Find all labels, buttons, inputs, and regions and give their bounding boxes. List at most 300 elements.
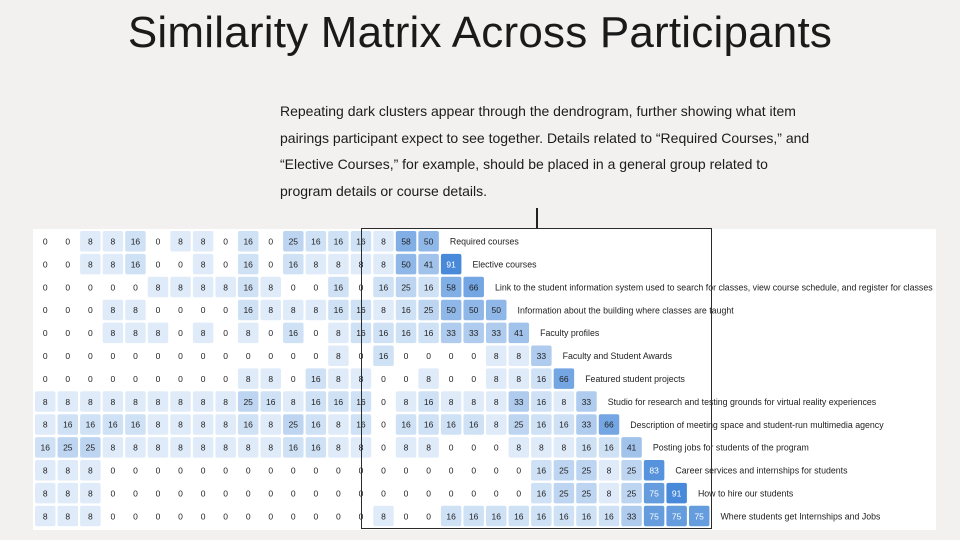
matrix-cell-value: 8 — [290, 396, 296, 407]
matrix-cell-value: 16 — [333, 282, 344, 293]
matrix-cell-value: 33 — [446, 328, 456, 339]
matrix-cell-value: 0 — [290, 350, 296, 361]
matrix-cell-value: 8 — [65, 488, 71, 499]
matrix-cell-value: 8 — [87, 511, 93, 522]
matrix-cell-value: 8 — [200, 442, 206, 453]
matrix-cell-value: 0 — [290, 511, 296, 522]
matrix-cell-value: 16 — [378, 350, 389, 361]
matrix-cell-value: 16 — [423, 419, 434, 430]
matrix-cell-value: 0 — [155, 465, 161, 476]
matrix-cell-value: 16 — [266, 396, 276, 407]
matrix-cell-value: 16 — [378, 282, 389, 293]
matrix-cell-value: 0 — [471, 373, 477, 384]
matrix-cell-value: 8 — [42, 465, 48, 476]
matrix-cell-value: 41 — [423, 259, 434, 270]
matrix-cell-value: 25 — [559, 465, 569, 476]
matrix-cell-value: 0 — [403, 511, 409, 522]
matrix-cell-value: 16 — [356, 419, 366, 430]
matrix-cell-value: 0 — [313, 465, 319, 476]
matrix-cell-value: 0 — [358, 282, 364, 293]
matrix-cell-value: 8 — [606, 465, 612, 476]
matrix-cell-value: 0 — [268, 488, 274, 499]
matrix-cell-value: 0 — [268, 350, 274, 361]
matrix-cell-value: 8 — [223, 442, 229, 453]
matrix-row — [35, 346, 673, 367]
matrix-cell-value: 8 — [358, 442, 364, 453]
matrix-cell-value: 0 — [358, 511, 364, 522]
similarity-matrix-heatmap — [33, 229, 936, 530]
matrix-cell-value: 8 — [65, 465, 71, 476]
matrix-cell-value: 8 — [448, 396, 454, 407]
matrix-cell-value: 16 — [536, 396, 547, 407]
matrix-cell-value: 8 — [87, 465, 93, 476]
matrix-cell-value: 0 — [223, 465, 229, 476]
matrix-row — [35, 460, 848, 481]
matrix-cell-value: 8 — [87, 488, 93, 499]
matrix-cell-value: 0 — [403, 465, 409, 476]
matrix-cell-value: 0 — [245, 350, 251, 361]
matrix-cell-value: 33 — [581, 419, 592, 430]
matrix-cell-value: 0 — [155, 373, 161, 384]
matrix-cell-value: 0 — [110, 350, 116, 361]
similarity-matrix-panel — [33, 229, 936, 530]
matrix-cell-value: 16 — [559, 511, 569, 522]
matrix-cell-value: 16 — [288, 328, 299, 339]
matrix-cell-value: 0 — [381, 465, 386, 476]
matrix-cell-value: 8 — [268, 373, 274, 384]
matrix-cell-value: 0 — [133, 373, 138, 384]
matrix-cell-value: 8 — [155, 328, 161, 339]
matrix-cell-value: 0 — [245, 511, 251, 522]
matrix-cell-value: 8 — [471, 396, 477, 407]
matrix-cell-value: 8 — [268, 305, 274, 316]
matrix-cell-value: 0 — [42, 373, 48, 384]
matrix-cell-value: 8 — [155, 282, 161, 293]
matrix-cell-value: 66 — [468, 282, 479, 293]
matrix-cell-value: 0 — [516, 488, 522, 499]
matrix-cell-value: 16 — [40, 442, 50, 453]
matrix-cell-value: 0 — [65, 305, 71, 316]
matrix-cell-value: 0 — [290, 373, 296, 384]
matrix-cell-value: 0 — [223, 350, 229, 361]
matrix-row-label: How to hire our students — [697, 488, 794, 499]
matrix-cell-value: 0 — [290, 465, 296, 476]
matrix-cell-value: 50 — [468, 305, 479, 316]
matrix-row-label: Featured student projects — [585, 373, 685, 384]
matrix-cell-value: 16 — [468, 419, 479, 430]
matrix-cell-value: 16 — [288, 442, 299, 453]
matrix-cell-value: 0 — [133, 511, 138, 522]
matrix-cell-value: 0 — [426, 511, 431, 522]
matrix-cell-value: 16 — [604, 511, 614, 522]
matrix-row-label: Link to the student information system used to search for classes, view course schedule, and register for classes — [495, 282, 933, 293]
matrix-row-label: Studio for research and testing grounds for virtual reality experiences — [607, 396, 877, 407]
matrix-cell-value: 0 — [471, 488, 477, 499]
matrix-cell-value: 16 — [243, 419, 253, 430]
matrix-cell-value: 8 — [110, 236, 116, 247]
matrix-cell-value: 0 — [200, 350, 206, 361]
matrix-row — [35, 254, 537, 275]
matrix-cell-value: 8 — [133, 442, 138, 453]
matrix-row-label: Information about the building where classes are taught — [517, 305, 734, 316]
matrix-cell-value: 8 — [110, 328, 116, 339]
matrix-cell-value: 0 — [448, 465, 454, 476]
matrix-cell-value: 33 — [626, 511, 637, 522]
matrix-cell-value: 0 — [110, 488, 116, 499]
matrix-cell-value: 16 — [356, 328, 366, 339]
matrix-cell-value: 25 — [581, 465, 592, 476]
matrix-cell-value: 0 — [336, 465, 341, 476]
matrix-cell-value: 0 — [133, 350, 138, 361]
matrix-cell-value: 16 — [311, 373, 321, 384]
matrix-cell-value: 16 — [333, 305, 344, 316]
matrix-cell-value: 8 — [336, 259, 341, 270]
matrix-row-label: Required courses — [449, 236, 519, 247]
matrix-cell-value: 0 — [87, 373, 93, 384]
matrix-cell-value: 0 — [426, 465, 431, 476]
matrix-cell-value: 8 — [606, 488, 612, 499]
matrix-cell-value: 16 — [130, 259, 141, 270]
matrix-cell-value: 8 — [178, 419, 183, 430]
matrix-cell-value: 0 — [133, 282, 138, 293]
matrix-cell-value: 16 — [85, 419, 96, 430]
matrix-cell-value: 8 — [381, 236, 386, 247]
matrix-cell-value: 41 — [514, 328, 524, 339]
matrix-cell-value: 8 — [493, 373, 499, 384]
matrix-cell-value: 0 — [268, 465, 274, 476]
matrix-cell-value: 0 — [493, 465, 499, 476]
slide-title: Similarity Matrix Across Participants — [127, 8, 833, 57]
matrix-cell-value: 58 — [446, 282, 456, 293]
matrix-cell-value: 0 — [178, 350, 183, 361]
matrix-cell-value: 0 — [178, 373, 183, 384]
matrix-cell-value: 0 — [381, 373, 386, 384]
matrix-cell-value: 16 — [356, 396, 366, 407]
matrix-cell-value: 16 — [401, 305, 411, 316]
matrix-cell-value: 8 — [493, 396, 499, 407]
matrix-cell-value: 16 — [356, 305, 366, 316]
matrix-row — [35, 231, 519, 252]
matrix-cell-value: 0 — [200, 488, 206, 499]
matrix-cell-value: 0 — [65, 259, 71, 270]
matrix-cell-value: 0 — [65, 373, 71, 384]
matrix-cell-value: 16 — [559, 419, 569, 430]
matrix-cell-value: 75 — [649, 511, 659, 522]
matrix-row-label: Faculty profiles — [540, 328, 600, 339]
matrix-cell-value: 8 — [178, 442, 183, 453]
matrix-cell-value: 16 — [243, 259, 253, 270]
matrix-cell-value: 50 — [401, 259, 411, 270]
matrix-cell-value: 16 — [536, 373, 547, 384]
matrix-cell-value: 8 — [223, 282, 229, 293]
matrix-cell-value: 91 — [446, 259, 456, 270]
matrix-cell-value: 0 — [403, 373, 409, 384]
matrix-cell-value: 0 — [65, 328, 71, 339]
matrix-cell-value: 8 — [538, 442, 544, 453]
matrix-cell-value: 16 — [536, 419, 547, 430]
matrix-cell-value: 0 — [381, 396, 386, 407]
matrix-cell-value: 16 — [130, 419, 141, 430]
matrix-cell-value: 8 — [268, 442, 274, 453]
matrix-cell-value: 0 — [65, 236, 71, 247]
matrix-row-label: Description of meeting space and student-run multimedia agency — [630, 419, 884, 430]
matrix-cell-value: 8 — [381, 259, 386, 270]
matrix-cell-value: 16 — [423, 328, 434, 339]
matrix-cell-value: 8 — [336, 350, 341, 361]
matrix-cell-value: 8 — [358, 259, 364, 270]
matrix-cell-value: 8 — [200, 328, 206, 339]
matrix-cell-value: 16 — [446, 511, 456, 522]
matrix-cell-value: 16 — [536, 488, 547, 499]
matrix-cell-value: 16 — [311, 396, 321, 407]
matrix-cell-value: 0 — [245, 465, 251, 476]
matrix-cell-value: 0 — [313, 350, 319, 361]
matrix-cell-value: 8 — [110, 259, 116, 270]
matrix-cell-value: 0 — [42, 350, 48, 361]
matrix-cell-value: 0 — [178, 488, 183, 499]
matrix-cell-value: 8 — [336, 328, 341, 339]
matrix-cell-value: 0 — [471, 465, 477, 476]
matrix-cell-value: 0 — [268, 328, 274, 339]
matrix-cell-value: 0 — [223, 511, 229, 522]
matrix-cell-value: 0 — [403, 350, 409, 361]
matrix-cell-value: 33 — [581, 396, 592, 407]
matrix-cell-value: 0 — [448, 442, 454, 453]
matrix-cell-value: 16 — [468, 511, 479, 522]
matrix-cell-value: 16 — [288, 259, 299, 270]
matrix-cell-value: 0 — [155, 259, 161, 270]
matrix-cell-value: 16 — [63, 419, 73, 430]
matrix-cell-value: 0 — [87, 350, 93, 361]
matrix-cell-value: 0 — [155, 305, 161, 316]
matrix-cell-value: 16 — [243, 305, 253, 316]
slide-caption: Repeating dark clusters appear through the dendrogram, further showing what item pairings participant expect to see together. Details related to “Required Courses,” and “Elective Courses,” for example, should be placed in a general group related to program details or course details. — [280, 103, 810, 199]
matrix-cell-value: 0 — [313, 488, 319, 499]
matrix-cell-value: 0 — [313, 328, 319, 339]
matrix-cell-value: 0 — [313, 511, 319, 522]
matrix-cell-value: 0 — [200, 373, 206, 384]
matrix-cell-value: 8 — [268, 419, 274, 430]
matrix-cell-value: 0 — [448, 350, 454, 361]
matrix-row — [35, 300, 734, 321]
matrix-cell-value: 8 — [336, 442, 341, 453]
matrix-cell-value: 0 — [290, 488, 296, 499]
matrix-cell-value: 8 — [381, 511, 386, 522]
matrix-cell-value: 25 — [423, 305, 434, 316]
matrix-cell-value: 0 — [223, 328, 229, 339]
matrix-cell-value: 8 — [336, 419, 341, 430]
matrix-cell-value: 0 — [178, 511, 183, 522]
matrix-cell-value: 8 — [200, 419, 206, 430]
matrix-cell-value: 0 — [471, 442, 477, 453]
matrix-cell-value: 8 — [403, 396, 409, 407]
matrix-row — [35, 368, 686, 389]
matrix-row-label: Elective courses — [472, 259, 537, 270]
matrix-cell-value: 16 — [243, 282, 253, 293]
matrix-cell-value: 8 — [42, 511, 48, 522]
matrix-cell-value: 25 — [401, 282, 411, 293]
matrix-cell-value: 8 — [561, 442, 567, 453]
matrix-cell-value: 0 — [268, 259, 274, 270]
matrix-cell-value: 25 — [243, 396, 253, 407]
matrix-cell-value: 0 — [448, 488, 454, 499]
matrix-cell-value: 0 — [200, 465, 206, 476]
matrix-cell-value: 8 — [223, 396, 229, 407]
matrix-cell-value: 8 — [110, 396, 116, 407]
matrix-cell-value: 58 — [401, 236, 411, 247]
matrix-cell-value: 8 — [245, 328, 251, 339]
matrix-cell-value: 0 — [426, 350, 431, 361]
matrix-cell-value: 8 — [290, 305, 296, 316]
matrix-cell-value: 16 — [536, 511, 547, 522]
matrix-cell-value: 8 — [178, 236, 183, 247]
matrix-row — [35, 277, 933, 298]
matrix-cell-value: 8 — [87, 396, 93, 407]
matrix-cell-value: 0 — [245, 488, 251, 499]
matrix-cell-value: 66 — [559, 373, 569, 384]
matrix-row — [35, 506, 881, 527]
caption-connector-line — [536, 208, 538, 229]
matrix-cell-value: 25 — [626, 465, 637, 476]
matrix-row-label: Career services and internships for students — [675, 465, 848, 476]
matrix-cell-value: 0 — [42, 282, 48, 293]
matrix-cell-value: 0 — [87, 282, 93, 293]
matrix-cell-value: 16 — [243, 236, 253, 247]
matrix-cell-value: 8 — [155, 419, 161, 430]
matrix-cell-value: 83 — [649, 465, 659, 476]
matrix-cell-value: 8 — [178, 282, 183, 293]
matrix-cell-value: 8 — [493, 419, 499, 430]
matrix-cell-value: 50 — [491, 305, 501, 316]
matrix-cell-value: 0 — [426, 488, 431, 499]
matrix-cell-value: 8 — [313, 259, 319, 270]
matrix-cell-value: 0 — [200, 511, 206, 522]
matrix-cell-value: 0 — [223, 488, 229, 499]
matrix-cell-value: 0 — [358, 488, 364, 499]
matrix-cell-value: 25 — [63, 442, 73, 453]
matrix-cell-value: 16 — [604, 442, 614, 453]
matrix-cell-value: 8 — [426, 373, 431, 384]
matrix-cell-value: 16 — [514, 511, 524, 522]
matrix-cell-value: 0 — [223, 236, 229, 247]
matrix-cell-value: 0 — [493, 442, 499, 453]
matrix-cell-value: 0 — [516, 465, 522, 476]
matrix-cell-value: 8 — [110, 442, 116, 453]
matrix-cell-value: 66 — [604, 419, 614, 430]
matrix-cell-value: 0 — [110, 282, 116, 293]
matrix-cell-value: 16 — [130, 236, 141, 247]
matrix-cell-value: 8 — [403, 442, 409, 453]
matrix-cell-value: 16 — [333, 396, 344, 407]
matrix-cell-value: 0 — [133, 488, 138, 499]
matrix-cell-value: 8 — [245, 442, 251, 453]
matrix-cell-value: 8 — [42, 488, 48, 499]
matrix-cell-value: 0 — [223, 373, 229, 384]
matrix-cell-value: 16 — [311, 442, 321, 453]
matrix-cell-value: 33 — [536, 350, 547, 361]
matrix-cell-value: 16 — [581, 511, 592, 522]
matrix-cell-value: 0 — [110, 511, 116, 522]
matrix-cell-value: 50 — [446, 305, 456, 316]
matrix-cell-value: 0 — [381, 419, 386, 430]
matrix-cell-value: 0 — [268, 511, 274, 522]
matrix-cell-value: 8 — [381, 305, 386, 316]
matrix-cell-value: 16 — [401, 328, 411, 339]
matrix-cell-value: 0 — [313, 282, 319, 293]
matrix-cell-value: 0 — [381, 488, 386, 499]
matrix-cell-value: 25 — [626, 488, 637, 499]
matrix-cell-value: 0 — [42, 305, 48, 316]
matrix-cell-value: 0 — [178, 305, 183, 316]
matrix-cell-value: 16 — [311, 419, 321, 430]
matrix-row — [35, 414, 884, 435]
matrix-cell-value: 50 — [423, 236, 434, 247]
matrix-cell-value: 16 — [356, 236, 366, 247]
matrix-cell-value: 0 — [87, 328, 93, 339]
matrix-cell-value: 8 — [561, 396, 567, 407]
matrix-cell-value: 16 — [401, 419, 411, 430]
matrix-cell-value: 8 — [200, 396, 206, 407]
matrix-cell-value: 0 — [290, 282, 296, 293]
matrix-cell-value: 0 — [42, 328, 48, 339]
matrix-row-label: Faculty and Student Awards — [562, 351, 673, 362]
matrix-cell-value: 16 — [423, 282, 434, 293]
matrix-cell-value: 8 — [133, 396, 138, 407]
matrix-cell-value: 8 — [200, 282, 206, 293]
matrix-cell-value: 91 — [671, 488, 682, 499]
matrix-row — [35, 391, 877, 412]
matrix-cell-value: 25 — [559, 488, 569, 499]
matrix-cell-value: 8 — [65, 396, 71, 407]
matrix-cell-value: 0 — [42, 259, 48, 270]
matrix-cell-value: 25 — [581, 488, 592, 499]
matrix-cell-value: 75 — [671, 511, 682, 522]
matrix-cell-value: 0 — [358, 465, 364, 476]
matrix-cell-value: 0 — [200, 305, 206, 316]
matrix-cell-value: 0 — [110, 373, 116, 384]
matrix-cell-value: 16 — [333, 236, 344, 247]
matrix-cell-value: 8 — [426, 442, 431, 453]
matrix-cell-value: 8 — [42, 396, 48, 407]
matrix-row — [35, 323, 600, 344]
matrix-cell-value: 0 — [178, 465, 183, 476]
matrix-cell-value: 0 — [448, 373, 454, 384]
matrix-cell-value: 75 — [649, 488, 659, 499]
matrix-cell-value: 8 — [516, 442, 522, 453]
matrix-cell-value: 8 — [155, 442, 161, 453]
matrix-cell-value: 16 — [536, 465, 547, 476]
matrix-cell-value: 8 — [155, 396, 161, 407]
matrix-cell-value: 8 — [178, 396, 183, 407]
matrix-cell-value: 0 — [178, 259, 183, 270]
matrix-cell-value: 8 — [87, 236, 93, 247]
matrix-cell-value: 0 — [42, 236, 48, 247]
matrix-cell-value: 8 — [200, 236, 206, 247]
matrix-row — [35, 483, 794, 504]
matrix-cell-value: 0 — [268, 236, 274, 247]
matrix-cell-value: 8 — [133, 328, 138, 339]
matrix-cell-value: 41 — [626, 442, 637, 453]
matrix-cell-value: 8 — [87, 259, 93, 270]
matrix-cell-value: 0 — [336, 488, 341, 499]
matrix-cell-value: 8 — [110, 305, 116, 316]
matrix-cell-value: 0 — [471, 350, 477, 361]
matrix-cell-value: 16 — [446, 419, 456, 430]
matrix-cell-value: 0 — [155, 511, 161, 522]
matrix-cell-value: 25 — [85, 442, 96, 453]
matrix-cell-value: 0 — [336, 511, 341, 522]
matrix-cell-value: 16 — [581, 442, 592, 453]
